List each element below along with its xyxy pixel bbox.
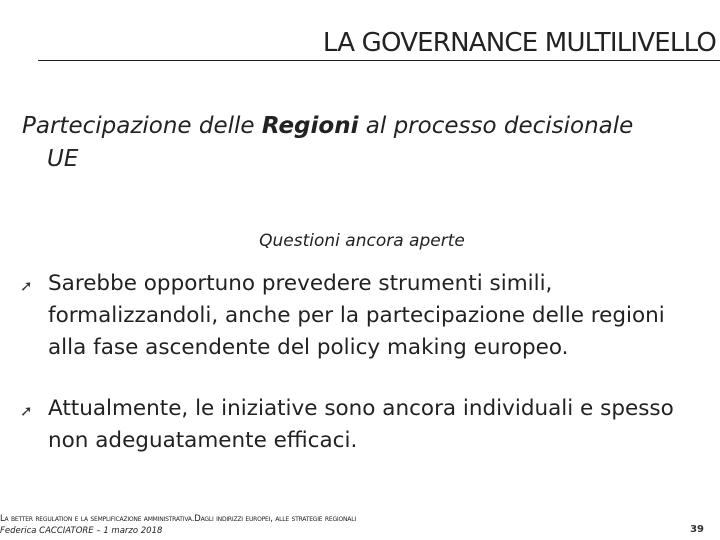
bullet-item (20, 268, 700, 364)
section-label: Questioni ancora aperte (259, 231, 465, 251)
slide-subtitle (22, 110, 702, 176)
subtitle-prefix: Partecipazione delle (22, 113, 262, 139)
page-number: 39 (690, 524, 704, 535)
arrow-up-right-icon: ➚ (20, 402, 33, 420)
footer-author-date: Federica CACCIATORE – 1 marzo 2018 (0, 526, 163, 536)
subtitle-suffix: al processo decisionale (358, 113, 634, 139)
bullet-item (20, 393, 700, 457)
footer-course-title: La better regulation e la semplificazione amministrativa.Dagli indirizzi europei, alle strategie regionali (0, 514, 356, 524)
arrow-up-right-icon: ➚ (20, 277, 33, 295)
bullet-list (20, 268, 700, 457)
footer (0, 513, 356, 537)
title-underline (38, 60, 720, 61)
subtitle-line2: UE (47, 146, 79, 172)
slide-title: LA GOVERNANCE MULTILIVELLO (322, 28, 716, 58)
bullet-text: Sarebbe opportuno prevedere strumenti simili, formalizzandoli, anche per la partecipazione delle regioni alla fase ascendente del policy making europeo. (48, 271, 665, 360)
bullet-text: Attualmente, le iniziative sono ancora individuali e spesso non adeguatamente efficaci. (48, 396, 674, 453)
subtitle-emphasis: Regioni (261, 113, 359, 139)
